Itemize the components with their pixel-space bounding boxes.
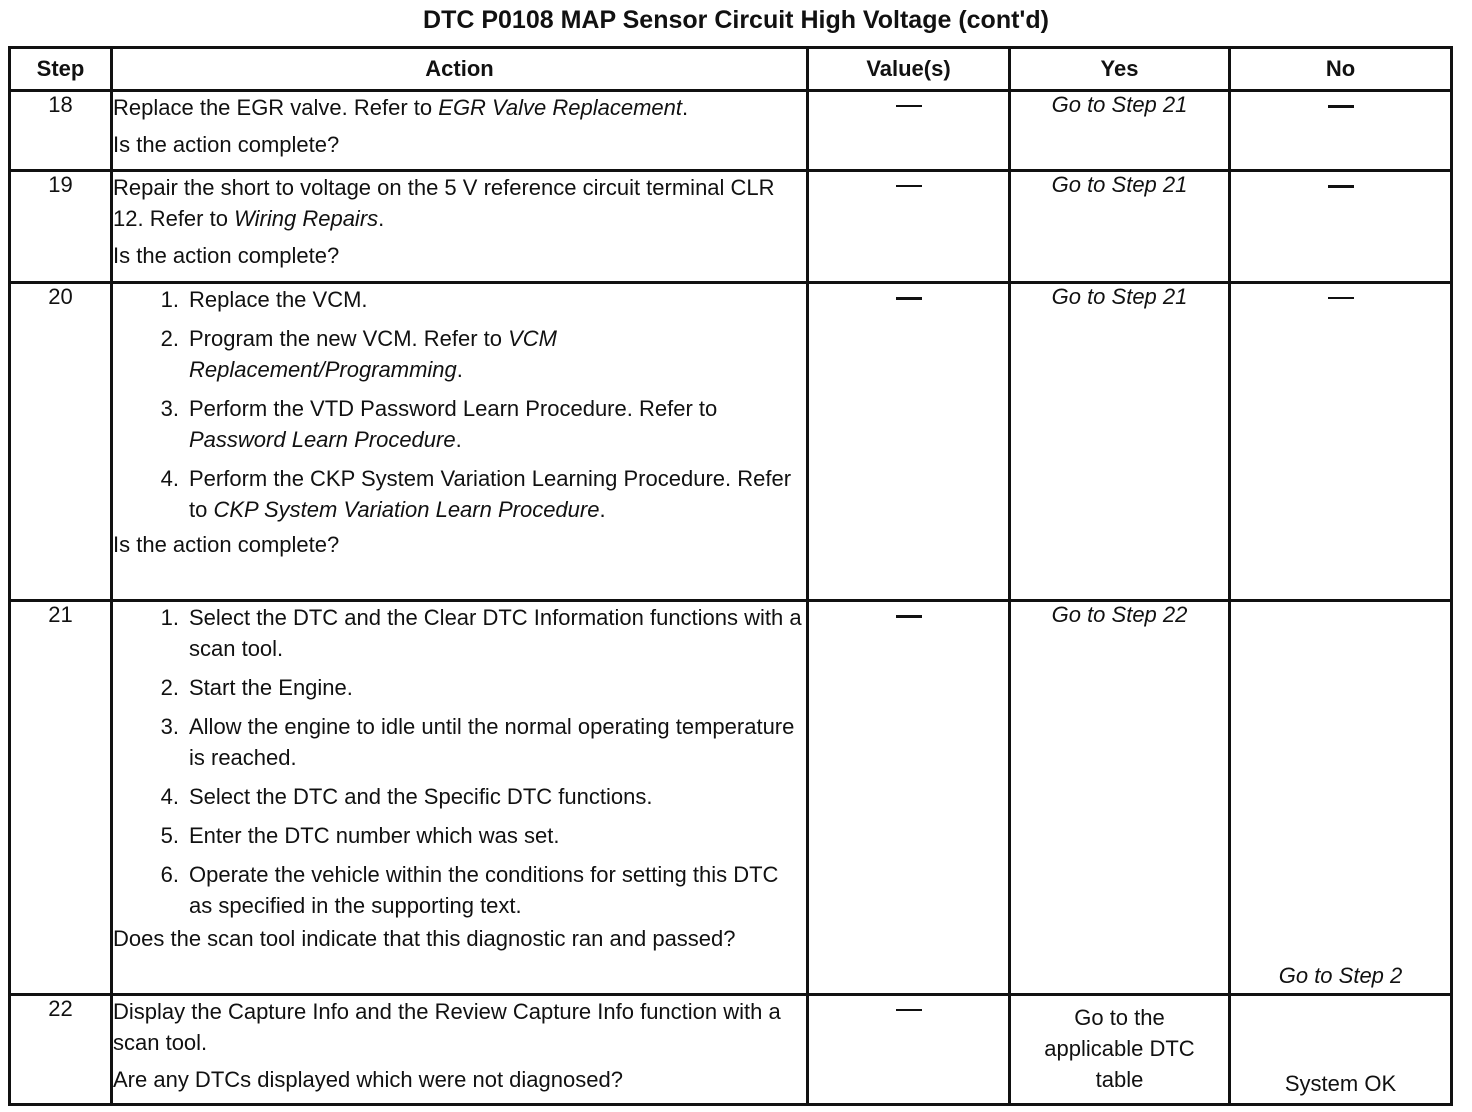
table-row-step-19 xyxy=(10,171,1452,283)
action-question: Are any DTCs displayed which were not diagnosed? xyxy=(113,1067,623,1092)
list-item: 2. Program the new VCM. Refer to VCM Replacement/Programming. xyxy=(160,326,558,382)
table-row-step-18 xyxy=(10,91,1452,171)
list-item: 6. Operate the vehicle within the conditions for setting this DTC as specified in the supporting text. xyxy=(160,862,779,918)
action-cell xyxy=(112,601,808,995)
value-cell xyxy=(808,995,1010,1105)
yes-cell: Go to Step 21 xyxy=(1010,171,1230,283)
dash-mark xyxy=(1328,297,1354,299)
step-number: 20 xyxy=(10,283,112,601)
action-cell xyxy=(112,91,808,171)
dash-mark xyxy=(1328,185,1354,188)
reference-link: Password Learn Procedure xyxy=(189,427,456,452)
action-cell xyxy=(112,995,808,1105)
procedure-list xyxy=(113,602,806,921)
action-text: Repair the short to voltage on the 5 V reference circuit terminal CLR 12. Refer to Wiring Repairs. xyxy=(113,175,775,231)
yes-cell: Go to Step 21 xyxy=(1010,91,1230,171)
dash-mark xyxy=(896,185,922,187)
table-row-step-20 xyxy=(10,283,1452,601)
dash-mark xyxy=(896,1009,922,1011)
value-cell xyxy=(808,171,1010,283)
step-number: 19 xyxy=(10,171,112,283)
yes-cell: Go to Step 21 xyxy=(1010,283,1230,601)
action-question: Does the scan tool indicate that this diagnostic ran and passed? xyxy=(113,926,736,951)
header-yes: Yes xyxy=(1010,48,1230,91)
header-values: Value(s) xyxy=(808,48,1010,91)
reference-link: EGR Valve Replacement xyxy=(438,95,683,120)
header-action: Action xyxy=(112,48,808,91)
dash-mark xyxy=(896,297,922,300)
step-number: 21 xyxy=(10,601,112,995)
list-item: 1. Select the DTC and the Clear DTC Information functions with a scan tool. xyxy=(160,605,802,661)
reference-link: Wiring Repairs xyxy=(234,206,379,231)
value-cell xyxy=(808,283,1010,601)
dash-mark xyxy=(896,615,922,618)
action-text: Display the Capture Info and the Review Capture Info function with a scan tool. xyxy=(113,999,781,1055)
dash-mark xyxy=(896,105,922,107)
no-cell: Go to Step 2 xyxy=(1230,601,1452,995)
action-question: Is the action complete? xyxy=(113,132,340,157)
action-text: Replace the EGR valve. Refer to EGR Valve Replacement. xyxy=(113,95,689,120)
no-cell xyxy=(1230,91,1452,171)
no-cell xyxy=(1230,171,1452,283)
header-row xyxy=(10,48,1452,91)
step-number: 22 xyxy=(10,995,112,1105)
value-cell xyxy=(808,91,1010,171)
procedure-list xyxy=(113,284,806,525)
value-cell xyxy=(808,601,1010,995)
header-step: Step xyxy=(10,48,112,91)
list-item: 3. Perform the VTD Password Learn Procedure. Refer to Password Learn Procedure. xyxy=(160,396,718,452)
table-row-step-21 xyxy=(10,601,1452,995)
reference-link: VCM Replacement/Programming xyxy=(189,326,558,382)
reference-link: CKP System Variation Learn Procedure xyxy=(213,497,600,522)
page-title: DTC P0108 MAP Sensor Circuit High Voltage (cont'd) xyxy=(423,6,1049,34)
table-row-step-22 xyxy=(10,995,1452,1105)
list-item: 1. Replace the VCM. xyxy=(160,287,368,312)
no-cell: System OK xyxy=(1230,995,1452,1105)
header-no: No xyxy=(1230,48,1452,91)
list-item: 4. Select the DTC and the Specific DTC functions. xyxy=(160,784,653,809)
list-item: 2. Start the Engine. xyxy=(160,675,353,700)
yes-cell: Go to Step 22 xyxy=(1010,601,1230,995)
action-cell xyxy=(112,283,808,601)
action-cell xyxy=(112,171,808,283)
list-item: 4. Perform the CKP System Variation Learning Procedure. Refer to CKP System Variation Learn Procedure. xyxy=(160,466,792,522)
yes-cell: Go to the applicable DTC table xyxy=(1010,995,1230,1105)
diagnostic-table xyxy=(8,46,1453,1106)
dash-mark xyxy=(1328,105,1354,108)
no-cell xyxy=(1230,283,1452,601)
action-question: Is the action complete? xyxy=(113,243,340,268)
list-item: 3. Allow the engine to idle until the normal operating temperature is reached. xyxy=(160,714,795,770)
action-question: Is the action complete? xyxy=(113,532,340,557)
list-item: 5. Enter the DTC number which was set. xyxy=(160,823,560,848)
step-number: 18 xyxy=(10,91,112,171)
